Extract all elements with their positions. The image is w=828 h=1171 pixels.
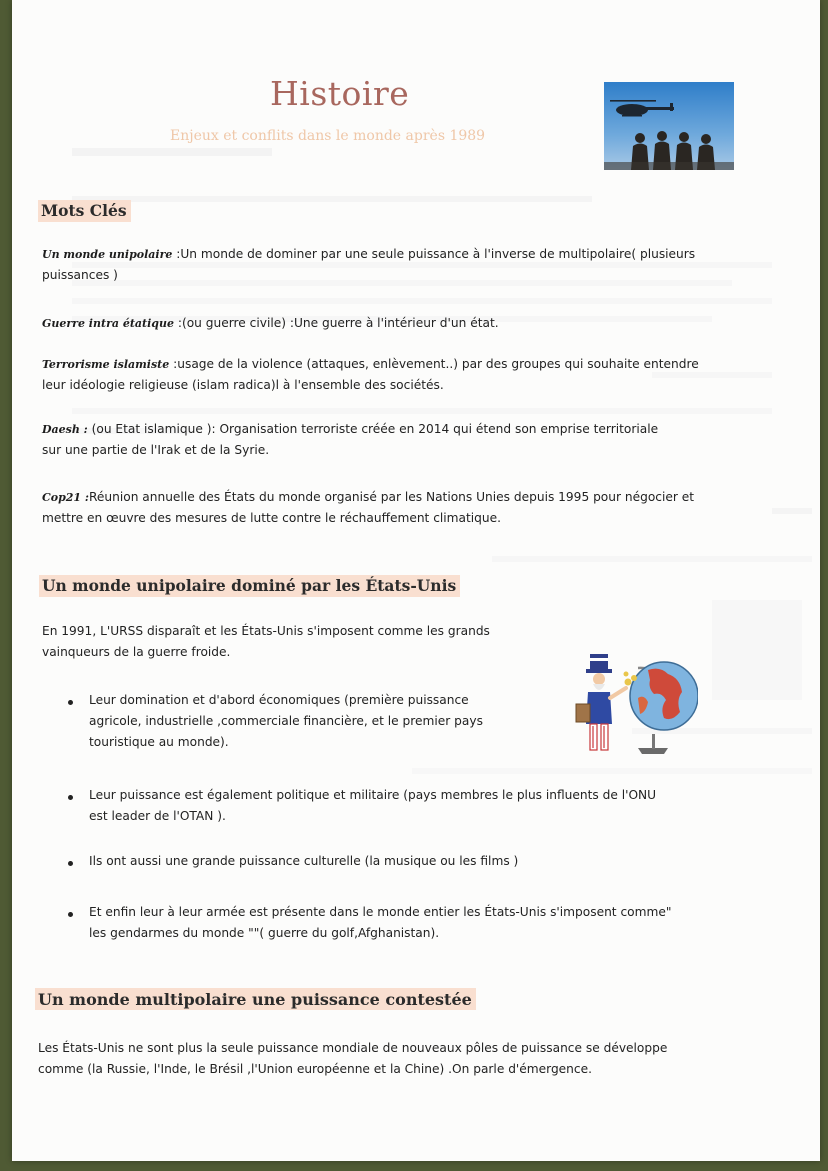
keyword-definition: :Un monde de dominer par une seule puissance à l'inverse de multipolaire( plusieurs [172,247,696,261]
keyword-entry [42,244,695,286]
list-item-line: touristique au monde). [89,735,229,749]
intro-line: En 1991, L'URSS disparaît et les États-Unis s'imposent comme les grands [42,624,490,638]
list-item-line: Leur puissance est également politique et militaire (pays membres le plus influents de l'ONU [89,788,657,802]
list-item-line: les gendarmes du monde ""( guerre du golf,Afghanistan). [89,926,440,940]
keyword-definition: puissances ) [42,268,118,282]
document-page [12,0,820,1161]
bullet-marker [68,700,73,705]
section-heading-mots-cles: Mots Clés [38,200,131,222]
list-item [89,690,483,753]
keyword-definition: :usage de la violence (attaques, enlèvement..) par des groupes qui souhaite entendre [169,357,699,371]
keyword-entry [42,487,694,529]
section-heading-multipolaire: Un monde multipolaire une puissance contestée [35,988,476,1010]
list-item [89,785,656,827]
keyword-term: Un monde unipolaire [42,248,173,261]
list-item [89,902,671,944]
intro-line: vainqueurs de la guerre froide. [42,645,231,659]
keyword-definition: (ou Etat islamique ): Organisation terroriste créée en 2014 qui étend son emprise territoriale [87,422,659,436]
section-intro [42,621,490,663]
list-item-line: Et enfin leur à leur armée est présente dans le monde entier les États-Unis s'imposent comme" [89,905,672,919]
list-item-line: Leur domination et d'abord économiques (première puissance [89,693,469,707]
keyword-entry [42,419,658,461]
list-item-line: agricole, industrielle ,commerciale financière, et le premier pays [89,714,483,728]
paragraph-line: Les États-Unis ne sont plus la seule puissance mondiale de nouveaux pôles de puissance se développe [38,1041,668,1055]
list-item-line: est leader de l'OTAN ). [89,809,226,823]
keyword-definition: mettre en œuvre des mesures de lutte contre le réchauffement climatique. [42,511,502,525]
list-item [89,851,518,872]
keyword-definition: :(ou guerre civile) :Une guerre à l'intérieur d'un état. [173,316,499,330]
page-title: Histoire [270,74,410,113]
bullet-marker [68,861,73,866]
list-item-line: Ils ont aussi une grande puissance culturelle (la musique ou les films ) [89,854,519,868]
bullet-marker [68,795,73,800]
section-heading-unipolaire: Un monde unipolaire dominé par les États-Unis [39,575,460,597]
section-paragraph [38,1038,667,1080]
bullet-marker [68,912,73,917]
uncle-sam-globe-illustration [568,648,698,760]
keyword-term: Guerre intra étatique [42,317,174,330]
keyword-definition: leur idéologie religieuse (islam radica)l à l'ensemble des sociétés. [42,378,444,392]
keyword-term: Daesh : [42,423,88,436]
keyword-term: Cop21 : [42,491,89,504]
keyword-entry [42,313,499,334]
keyword-definition: sur une partie de l'Irak et de la Syrie. [42,443,270,457]
keyword-entry [42,354,699,396]
soldiers-helicopter-photo [604,82,734,170]
paragraph-line: comme (la Russie, l'Inde, le Brésil ,l'Union européenne et la Chine) .On parle d'émergence. [38,1062,592,1076]
keyword-term: Terrorisme islamiste [42,358,170,371]
keyword-definition: Réunion annuelle des États du monde organisé par les Nations Unies depuis 1995 pour négocier et [88,490,695,504]
page-subtitle: Enjeux et conflits dans le monde après 1989 [170,128,486,144]
